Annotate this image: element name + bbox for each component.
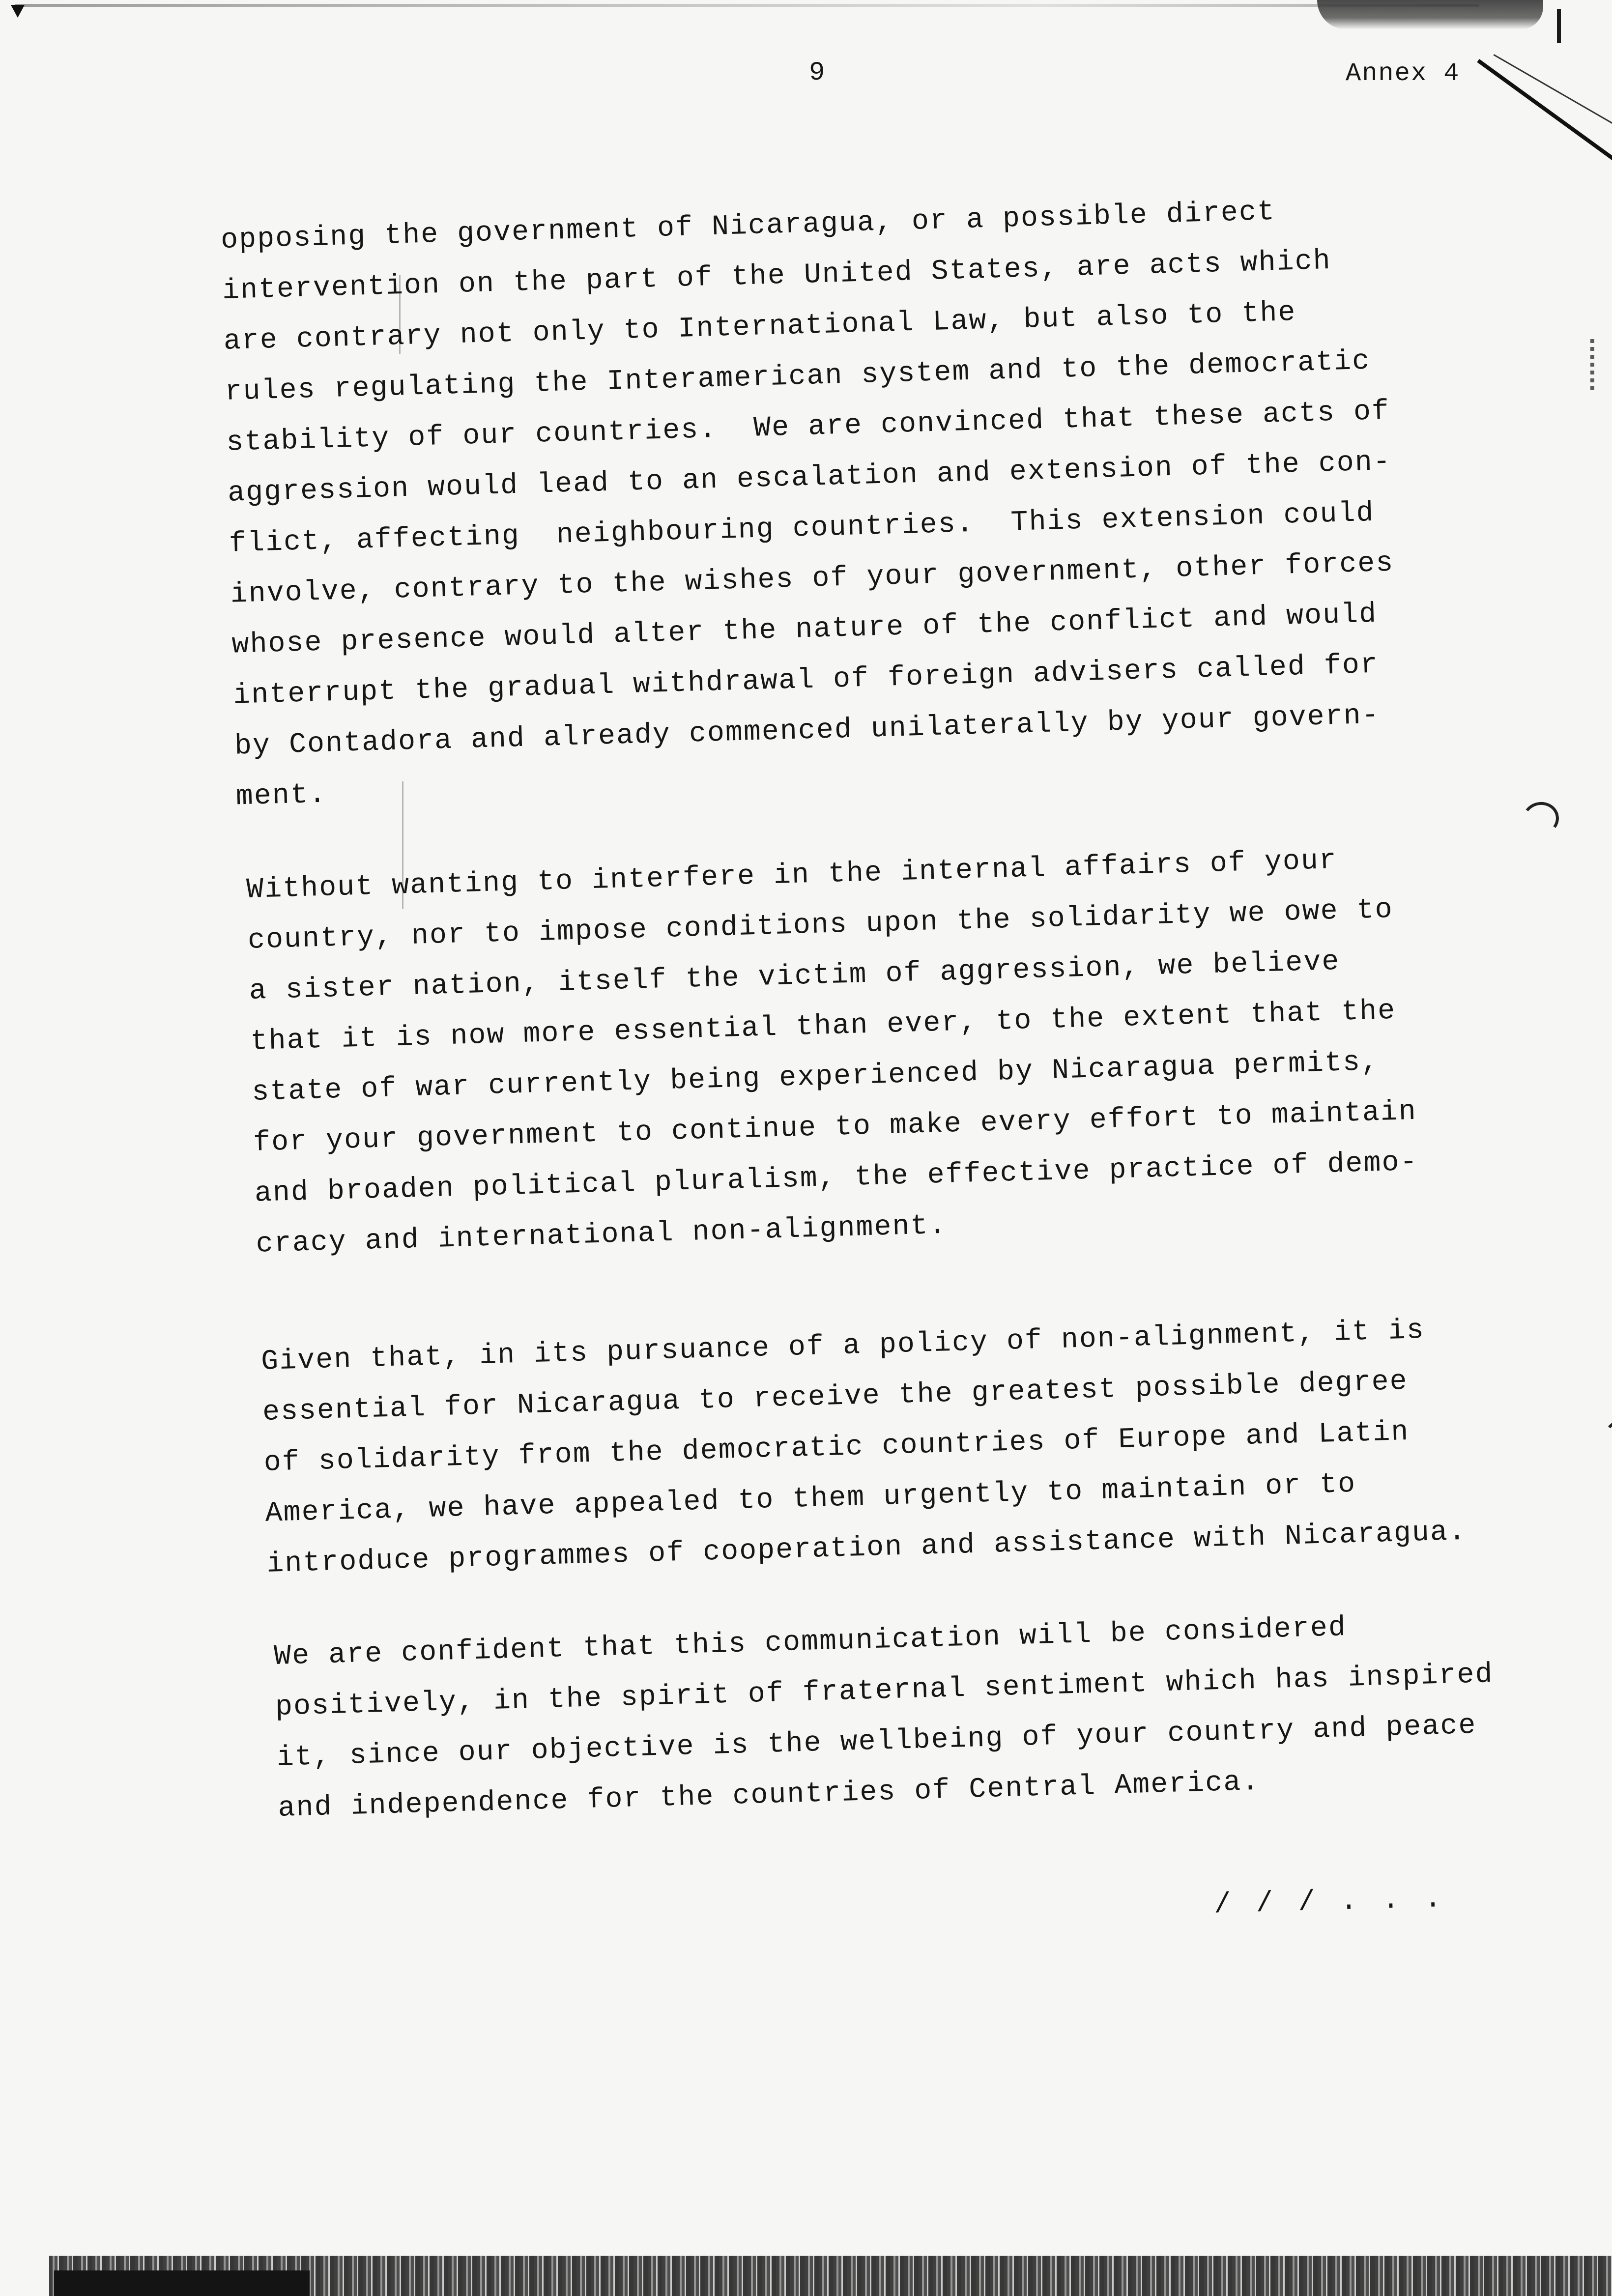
page-number: 9 — [809, 58, 825, 88]
text-line: are contrary not only to International Law, but also to the — [223, 296, 1297, 358]
margin-bracket-icon — [1603, 1419, 1612, 1457]
text-line: country, nor to impose conditions upon the solidarity we owe to — [247, 893, 1394, 957]
text-line: We are confident that this communication will be considered — [273, 1611, 1347, 1673]
corner-mark-icon — [11, 5, 25, 18]
text-line: state of war currently being experienced by Nicaragua permits, — [251, 1046, 1380, 1109]
scan-diagonal-edge — [1477, 59, 1612, 160]
text-line: it, since our objective is the wellbeing of your country and peace — [276, 1709, 1477, 1774]
text-line: interrupt the gradual withdrawal of foreign advisers called for — [232, 649, 1379, 712]
text-line: Given that, in its pursuance of a policy of non-alignment, it is — [260, 1314, 1425, 1378]
text-line: opposing the government of Nicaragua, or a possible direct — [220, 196, 1276, 257]
continuation-marker: / / / . . . — [1213, 1883, 1446, 1922]
text-line: essential for Nicaragua to receive the greatest possible degree — [262, 1365, 1409, 1429]
paragraph-1 — [220, 184, 1400, 823]
scan-smudge — [1317, 0, 1543, 29]
text-line: cracy and international non-alignment. — [256, 1209, 948, 1261]
text-line: introduce programmes of cooperation and assistance with Nicaragua. — [266, 1516, 1467, 1580]
text-line: flict, affecting neighbouring countries. This extension could — [229, 497, 1375, 560]
text-line: aggression would lead to an escalation and extension of the con- — [227, 446, 1392, 510]
text-line: stability of our countries. We are convinced that these acts of — [226, 395, 1390, 459]
margin-bracket-icon — [1520, 799, 1562, 838]
text-line: America, we have appealed to them urgently to maintain or to — [264, 1468, 1357, 1530]
scan-tick-mark — [1557, 9, 1561, 43]
text-line: a sister nation, itself the victim of aggression, we believe — [249, 946, 1341, 1007]
text-line: that it is now more essential than ever, to the extent that the — [250, 995, 1397, 1058]
text-line: Without wanting to interfere in the internal affairs of your — [246, 844, 1338, 906]
scan-bottom-block — [54, 2270, 310, 2296]
scan-specks — [1590, 339, 1594, 393]
scan-diagonal-edge-inner — [1494, 54, 1612, 129]
text-line: positively, in the spirit of fraternal sentiment which has inspired — [275, 1658, 1494, 1723]
text-line: intervention on the part of the United States, are acts which — [222, 245, 1332, 307]
text-line: ment. — [235, 778, 327, 813]
text-line: by Contadora and already commenced unilaterally by your govern- — [234, 699, 1381, 763]
scan-top-edge — [15, 4, 1479, 7]
text-line: of solidarity from the democratic countries of Europe and Latin — [263, 1416, 1410, 1479]
annex-label: Annex 4 — [1346, 59, 1460, 88]
paragraph-2 — [246, 833, 1420, 1270]
text-line: and broaden political pluralism, the effective practice of demo- — [254, 1146, 1419, 1210]
paragraph-4 — [273, 1599, 1497, 1834]
text-line: rules regulating the Interamerican system and to the democratic — [224, 345, 1371, 408]
text-line: and independence for the countries of Central America. — [277, 1766, 1261, 1825]
text-line: for your government to continue to make every effort to maintain — [253, 1095, 1417, 1159]
text-line: involve, contrary to the wishes of your government, other forces — [230, 547, 1395, 611]
text-line: whose presence would alter the nature of the conflict and would — [231, 598, 1378, 661]
paragraph-3 — [260, 1304, 1467, 1590]
